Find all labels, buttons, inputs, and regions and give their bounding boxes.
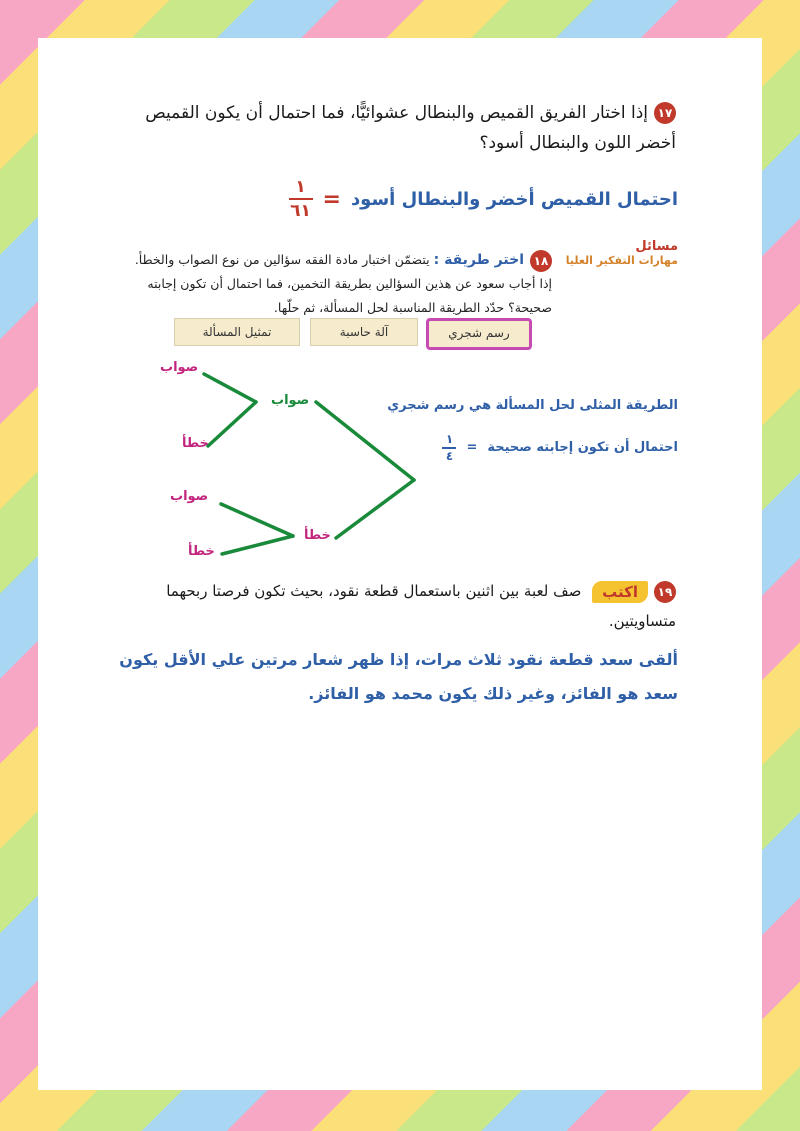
branch-line — [204, 374, 256, 402]
equals-sign: = — [322, 186, 341, 212]
question-19 — [96, 576, 676, 636]
option-calculator[interactable]: آلة حاسبة — [310, 318, 418, 346]
answer-18-probability — [442, 433, 678, 463]
question-17-text: إذا اختار الفريق القميص والبنطال عشوائيًّا، فما احتمال أن يكون القميص أخضر اللون والبنطال أسود؟ — [145, 103, 676, 153]
fraction-denominator: ٦١ — [290, 201, 311, 221]
question-number-18: ١٨ — [530, 250, 552, 272]
fraction-denominator: ٤ — [445, 448, 454, 463]
answer-18-method: الطريقة المثلى لحل المسألة هي رسم شجري — [387, 398, 678, 413]
question-19-text: صف لعبة بين اثنين باستعمال قطعة نقود، بحيث تكون فرصتا ربحهما متساويتين. — [166, 582, 676, 630]
answer-19: ألقى سعد قطعة نقود ثلاث مرات، إذا ظهر شعار مرتين علي الأقل يكون سعد هو الفائز، وغير ذلك يكون محمد هو الفائز. — [119, 650, 678, 703]
branch-line — [222, 536, 293, 554]
equals-sign: = — [466, 440, 478, 456]
tree-label-bottom-right: صواب — [170, 489, 209, 504]
question-number-19: ١٩ — [654, 581, 676, 603]
tree-label-top-branch: صواب — [271, 393, 310, 408]
section-title: مسائل — [635, 239, 678, 254]
question-18-text: يتضمّن اختبار مادة الفقه سؤالين من نوع الصواب والخطأ. إذا أجاب سعود عن هذين السؤالين بطريقة التخمين، فما احتمال أن تكون إجابته صحيحة؟ حدّد الطريقة المناسبة لحل المسألة، ثم حلّها. — [134, 252, 552, 315]
branch-line — [221, 504, 293, 536]
write-badge: اكتب — [592, 581, 648, 603]
branch-line — [208, 402, 256, 446]
option-tree-diagram[interactable]: رسم شجري — [426, 318, 532, 350]
answer-18-prob-label: احتمال أن تكون إجابته صحيحة — [487, 440, 678, 456]
answer-18-fraction — [442, 433, 456, 463]
branch-line — [316, 402, 414, 480]
fraction-numerator: ١ — [295, 177, 306, 197]
question-18-keyword: اختر طريقة : — [433, 252, 524, 268]
tree-label-top-right: صواب — [160, 360, 199, 375]
question-number-17: ١٧ — [654, 102, 676, 124]
tree-label-top-wrong: خطأ — [182, 436, 209, 451]
tree-label-bottom-wrong: خطأ — [188, 544, 215, 559]
worksheet-page — [38, 38, 762, 1090]
answer-17-label: احتمال القميص أخضر والبنطال أسود — [350, 188, 678, 210]
fraction-numerator: ١ — [445, 432, 454, 446]
tree-diagram — [38, 38, 762, 598]
option-act-it-out[interactable]: تمثيل المسألة — [174, 318, 300, 346]
tree-label-bottom-branch: خطأ — [304, 528, 331, 543]
section-subtitle: مهارات التفكير العليا — [565, 254, 678, 267]
branch-line — [336, 480, 414, 538]
